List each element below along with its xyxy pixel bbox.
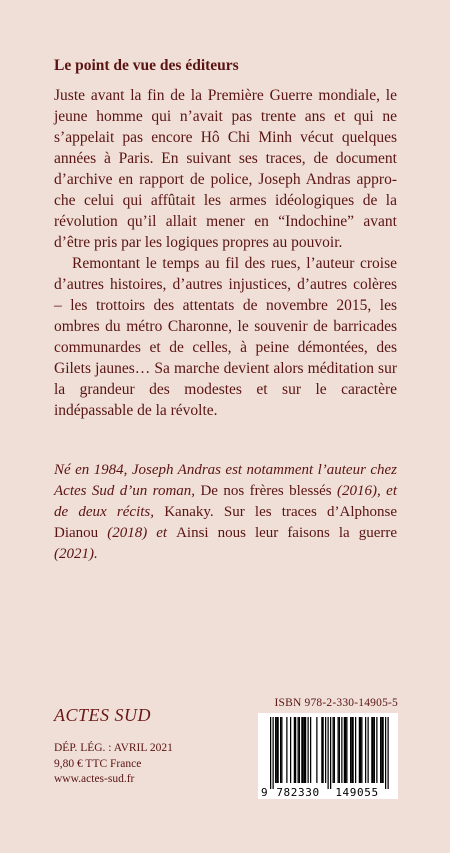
summary-paragraph: Remontant le temps au fil des rues, l’auteur croise d’autres histoires, d’autres injustices, d’autres colères – les trottoirs des attentats de novembre 2015, les ombres du métro Charonne, le souvenir de barricades communardes et de celles, à peine démontées, des Gilets jaunes… Sa marche devient alors méditation sur la grandeur des modestes et sur le caractère indépassable de la révolte.: [54, 255, 397, 419]
barcode-bar: [321, 717, 322, 783]
legal-deposit: DÉP. LÉG. : AVRIL 2021: [54, 742, 173, 754]
barcode-bar: [316, 717, 317, 783]
barcode-bar: [281, 717, 282, 783]
barcode-bar: [355, 717, 356, 783]
barcode-bar: [346, 717, 347, 783]
barcode-bar: [304, 717, 305, 783]
book-title: Ainsi nous leur faisons la guerre: [176, 525, 397, 541]
barcode-bar: [365, 717, 366, 783]
barcode-bar: [280, 717, 281, 783]
barcode-bar: [334, 717, 335, 783]
barcode-bar: [286, 717, 287, 783]
barcode-bar: [303, 717, 304, 783]
summary-text: [54, 85, 397, 421]
barcode-bar: [298, 717, 299, 783]
book-title: De nos frères blessés: [200, 483, 332, 499]
barcode-bar: [323, 717, 324, 783]
barcode-bar: [350, 717, 351, 783]
barcode-bar: [374, 717, 375, 783]
barcode-bar: [388, 717, 389, 789]
barcode-bar: [341, 717, 342, 783]
barcode-bar: [330, 717, 331, 789]
barcode-bar: [301, 717, 302, 783]
barcode-bar: [345, 717, 346, 783]
barcode-bar: [383, 717, 384, 783]
barcode-bar: [278, 717, 279, 783]
barcode-bar: [295, 717, 296, 783]
barcode-bar: [385, 717, 386, 789]
author-bio: [54, 460, 397, 565]
barcode-bars: [270, 717, 389, 789]
barcode-bar: [376, 717, 377, 783]
heading: Le point de vue des éditeurs: [54, 57, 239, 74]
barcode-bar: [333, 717, 334, 783]
summary-paragraph: Juste avant la fin de la Première Guerre mondiale, le jeune homme qui n’avait pas trente ans et qui ne s’appelait pas encore Hô Chi Minh vécut quelques années à Paris. En suivant ses traces, de document d’archive en rapport de police, Joseph Andras approche celui qui affûtait les armes idéologiques de la révolution qu’il allait mener en “Indochine” avant d’être pris par les logiques propres au pouvoir.: [54, 87, 397, 251]
website: www.actes-sud.fr: [54, 773, 135, 785]
barcode-right-digits: 149055: [335, 786, 379, 799]
barcode-bar: [325, 717, 326, 783]
book-title: Kanaky. Sur les traces d’Alphonse Dianou: [54, 504, 397, 541]
barcode-bar: [276, 717, 277, 783]
barcode-bar: [361, 717, 362, 783]
barcode-bar: [305, 717, 306, 783]
barcode-bar: [308, 717, 309, 783]
barcode-bar: [328, 717, 329, 789]
price: 9,80 € TTC France: [54, 757, 142, 770]
barcode-bar: [299, 717, 300, 783]
barcode-bar: [360, 717, 361, 783]
bio-text: (2018) et: [98, 525, 177, 541]
barcode: [258, 713, 398, 799]
barcode-bar: [368, 717, 369, 783]
barcode-bar: [380, 717, 381, 783]
barcode-bar: [351, 717, 352, 783]
barcode-bar: [294, 717, 295, 783]
bio-text: (2016), et de deux récits,: [54, 483, 397, 520]
isbn-label: ISBN 978-2-330-14905-5: [274, 697, 398, 709]
barcode-bar: [353, 717, 354, 783]
barcode-bar: [373, 717, 374, 783]
barcode-bar: [371, 717, 372, 783]
barcode-bar: [339, 717, 340, 783]
barcode-first-digit: 9: [261, 786, 268, 799]
barcode-bar: [270, 717, 271, 789]
legal-info: [54, 741, 173, 788]
barcode-bar: [338, 717, 339, 783]
barcode-graphic: [258, 713, 398, 799]
barcode-bar: [344, 717, 345, 783]
barcode-bar: [290, 717, 291, 783]
barcode-left-digits: 782330: [276, 786, 320, 799]
barcode-bar: [275, 717, 276, 783]
barcode-bar: [310, 717, 311, 783]
barcode-bar: [381, 717, 382, 783]
publisher-logo: ACTES SUD: [54, 705, 152, 725]
barcode-bar: [359, 717, 360, 783]
bio-text: Né en 1984, Joseph Andras est notamment l’auteur chez Actes Sud d’un roman,: [54, 462, 397, 499]
barcode-bar: [273, 717, 274, 789]
bio-text: (2021).: [54, 546, 98, 562]
